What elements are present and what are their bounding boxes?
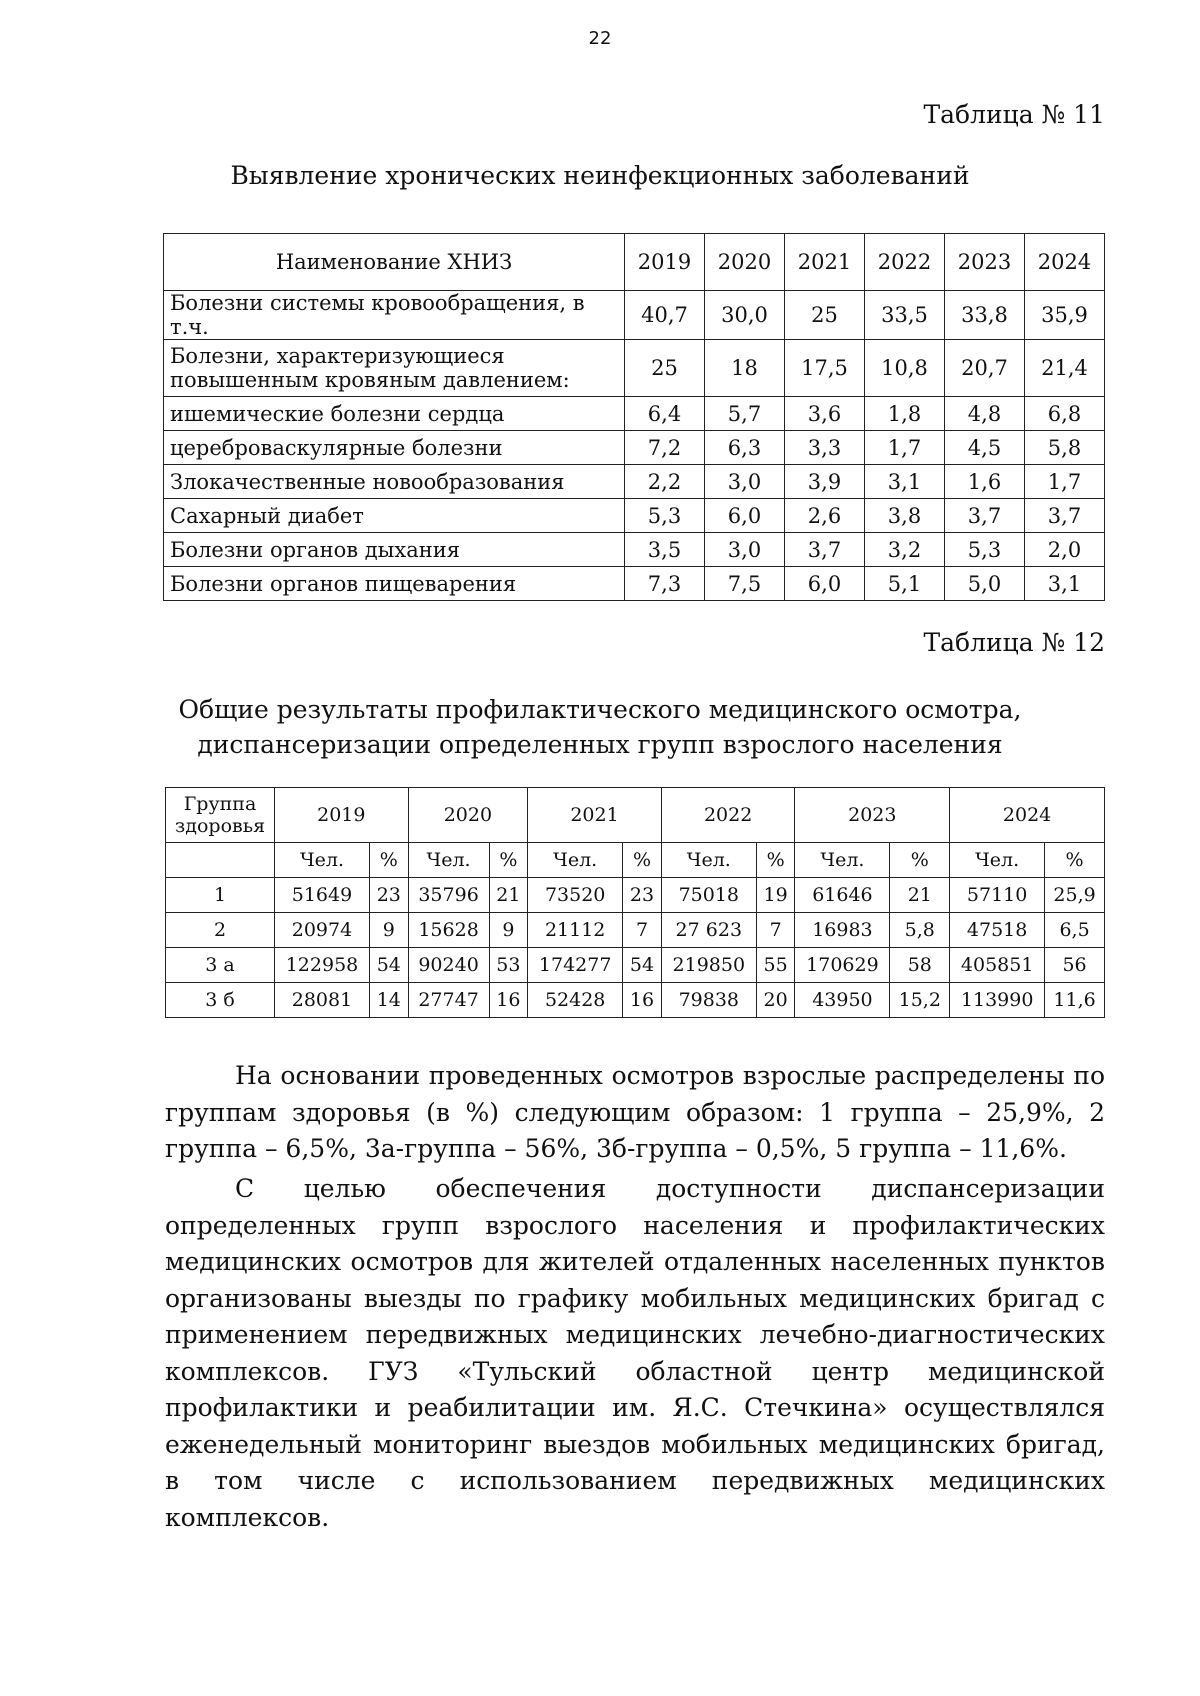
sub-percent: % — [1045, 843, 1105, 878]
cell: 3,2 — [865, 533, 945, 567]
header-year: 2020 — [408, 788, 528, 843]
table-12-year-row — [166, 788, 1105, 843]
cell: 28081 — [275, 983, 370, 1018]
cell: 3,1 — [865, 465, 945, 499]
cell: 3,1 — [1025, 567, 1105, 601]
cell: 27747 — [408, 983, 489, 1018]
cell: 122958 — [275, 948, 370, 983]
cell: 9 — [489, 913, 528, 948]
header-year: 2024 — [1025, 234, 1105, 291]
cell: 52428 — [528, 983, 623, 1018]
cell: 3,7 — [1025, 499, 1105, 533]
cell: 75018 — [661, 878, 756, 913]
sub-percent: % — [369, 843, 408, 878]
cell: 79838 — [661, 983, 756, 1018]
cell: 40,7 — [625, 291, 705, 340]
cell: 7,2 — [625, 431, 705, 465]
cell: 23 — [623, 878, 662, 913]
cell: 3,7 — [785, 533, 865, 567]
sub-people: Чел. — [795, 843, 890, 878]
sub-percent: % — [489, 843, 528, 878]
table-row — [164, 431, 1105, 465]
cell: 5,3 — [625, 499, 705, 533]
cell: 55 — [756, 948, 795, 983]
header-year: 2023 — [945, 234, 1025, 291]
header-year: 2023 — [795, 788, 950, 843]
table-12-title-line-2: диспансеризации определенных групп взрослого населения — [197, 730, 1003, 759]
row-name: Болезни органов дыхания — [164, 533, 625, 567]
table-11-label: Таблица № 11 — [923, 100, 1105, 129]
table-row — [166, 948, 1105, 983]
page-number: 22 — [588, 28, 612, 49]
cell: 18 — [705, 340, 785, 397]
cell: 35,9 — [1025, 291, 1105, 340]
group-cell: 3 б — [166, 983, 275, 1018]
cell: 1,7 — [865, 431, 945, 465]
table-row — [166, 983, 1105, 1018]
table-12-subheader-row — [166, 843, 1105, 878]
cell: 5,0 — [945, 567, 1025, 601]
cell: 35796 — [408, 878, 489, 913]
sub-percent: % — [756, 843, 795, 878]
cell: 2,6 — [785, 499, 865, 533]
header-year: 2020 — [705, 234, 785, 291]
row-name: ишемические болезни сердца — [164, 397, 625, 431]
table-12-title-line-1: Общие результаты профилактического медицинского осмотра, — [178, 695, 1022, 724]
row-name: Болезни, характеризующиеся повышенным кровяным давлением: — [164, 340, 625, 397]
group-cell: 1 — [166, 878, 275, 913]
group-header — [166, 788, 275, 843]
cell: 113990 — [950, 983, 1045, 1018]
cell: 2,0 — [1025, 533, 1105, 567]
cell: 5,3 — [945, 533, 1025, 567]
table-row — [164, 465, 1105, 499]
cell: 27 623 — [661, 913, 756, 948]
cell: 61646 — [795, 878, 890, 913]
cell: 4,8 — [945, 397, 1025, 431]
table-row — [166, 913, 1105, 948]
cell: 43950 — [795, 983, 890, 1018]
cell: 3,8 — [865, 499, 945, 533]
cell: 170629 — [795, 948, 890, 983]
cell: 7,3 — [625, 567, 705, 601]
cell: 3,7 — [945, 499, 1025, 533]
table-12 — [165, 787, 1105, 1018]
cell: 54 — [369, 948, 408, 983]
table-12-label: Таблица № 12 — [923, 628, 1105, 657]
cell: 3,3 — [785, 431, 865, 465]
cell: 25,9 — [1045, 878, 1105, 913]
table-row — [164, 340, 1105, 397]
cell: 14 — [369, 983, 408, 1018]
cell: 90240 — [408, 948, 489, 983]
header-year: 2019 — [275, 788, 409, 843]
group-header-line-2: здоровья — [174, 815, 266, 837]
cell: 7 — [623, 913, 662, 948]
cell: 1,8 — [865, 397, 945, 431]
cell: 57110 — [950, 878, 1045, 913]
row-name: Болезни органов пищеварения — [164, 567, 625, 601]
cell: 5,8 — [1025, 431, 1105, 465]
cell: 174277 — [528, 948, 623, 983]
header-year: 2022 — [865, 234, 945, 291]
cell: 20 — [756, 983, 795, 1018]
cell: 3,6 — [785, 397, 865, 431]
cell: 54 — [623, 948, 662, 983]
table-row — [164, 533, 1105, 567]
cell: 19 — [756, 878, 795, 913]
cell: 6,8 — [1025, 397, 1105, 431]
cell: 16 — [623, 983, 662, 1018]
cell: 3,9 — [785, 465, 865, 499]
cell: 6,4 — [625, 397, 705, 431]
cell: 58 — [890, 948, 950, 983]
cell: 16983 — [795, 913, 890, 948]
cell: 30,0 — [705, 291, 785, 340]
sub-people: Чел. — [275, 843, 370, 878]
group-header-line-1: Группа — [183, 793, 257, 815]
cell: 21,4 — [1025, 340, 1105, 397]
cell: 3,5 — [625, 533, 705, 567]
cell: 51649 — [275, 878, 370, 913]
cell: 73520 — [528, 878, 623, 913]
table-row — [164, 499, 1105, 533]
cell: 4,5 — [945, 431, 1025, 465]
paragraph-mobile-teams: С целью обеспечения доступности диспансеризации определенных групп взрослого населения и профилактических медицинских осмотров для жителей отдаленных населенных пунктов организованы выезды по графику мобильных медицинских бригад с применением передвижных медицинских лечебно-диагностических комплексов. ГУЗ «Тульский областной центр медицинской профилактики и реабилитации им. Я.С. Стечкина» осуществлялся еженедельный мониторинг выездов мобильных медицинских бригад, в том числе с использованием передвижных медицинских комплексов. — [165, 1174, 1105, 1532]
header-name: Наименование ХНИЗ — [164, 234, 625, 291]
cell: 25 — [785, 291, 865, 340]
cell: 6,0 — [705, 499, 785, 533]
cell: 6,3 — [705, 431, 785, 465]
sub-people: Чел. — [661, 843, 756, 878]
cell: 21 — [489, 878, 528, 913]
cell: 20,7 — [945, 340, 1025, 397]
sub-percent: % — [890, 843, 950, 878]
cell: 5,1 — [865, 567, 945, 601]
cell: 6,5 — [1045, 913, 1105, 948]
table-row — [164, 567, 1105, 601]
cell: 1,7 — [1025, 465, 1105, 499]
cell: 219850 — [661, 948, 756, 983]
cell: 20974 — [275, 913, 370, 948]
cell: 7,5 — [705, 567, 785, 601]
header-year: 2022 — [661, 788, 795, 843]
cell: 1,6 — [945, 465, 1025, 499]
table-11-title: Выявление хронических неинфекционных заболеваний — [230, 161, 970, 190]
header-year: 2024 — [950, 788, 1105, 843]
sub-people: Чел. — [408, 843, 489, 878]
cell: 6,0 — [785, 567, 865, 601]
table-row — [164, 397, 1105, 431]
cell: 33,8 — [945, 291, 1025, 340]
cell: 23 — [369, 878, 408, 913]
cell: 7 — [756, 913, 795, 948]
cell: 5,8 — [890, 913, 950, 948]
sub-people: Чел. — [528, 843, 623, 878]
cell: 2,2 — [625, 465, 705, 499]
cell: 25 — [625, 340, 705, 397]
cell: 5,7 — [705, 397, 785, 431]
cell: 3,0 — [705, 533, 785, 567]
cell: 21 — [890, 878, 950, 913]
cell: 15,2 — [890, 983, 950, 1018]
cell: 3,0 — [705, 465, 785, 499]
cell: 16 — [489, 983, 528, 1018]
cell: 15628 — [408, 913, 489, 948]
paragraph-health-groups: На основании проведенных осмотров взрослые распределены по группам здоровья (в %) следующим образом: 1 группа – 25,9%, 2 группа – 6,5%, 3а-группа – 56%, 3б-группа – 0,5%, 5 группа – 11,6%. — [165, 1061, 1105, 1163]
cell: 405851 — [950, 948, 1045, 983]
sub-people: Чел. — [950, 843, 1045, 878]
group-cell: 2 — [166, 913, 275, 948]
header-year: 2021 — [785, 234, 865, 291]
table-11-header-row — [164, 234, 1105, 291]
cell: 33,5 — [865, 291, 945, 340]
header-year: 2021 — [528, 788, 662, 843]
group-cell: 3 а — [166, 948, 275, 983]
empty-cell — [166, 843, 275, 878]
table-row — [166, 878, 1105, 913]
cell: 21112 — [528, 913, 623, 948]
cell: 17,5 — [785, 340, 865, 397]
header-year: 2019 — [625, 234, 705, 291]
table-row — [164, 291, 1105, 340]
row-name: Сахарный диабет — [164, 499, 625, 533]
cell: 56 — [1045, 948, 1105, 983]
cell: 10,8 — [865, 340, 945, 397]
table-11 — [163, 233, 1105, 601]
cell: 53 — [489, 948, 528, 983]
row-name: Злокачественные новообразования — [164, 465, 625, 499]
cell: 11,6 — [1045, 983, 1105, 1018]
row-name: Болезни системы кровообращения, в т.ч. — [164, 291, 625, 340]
cell: 9 — [369, 913, 408, 948]
cell: 47518 — [950, 913, 1045, 948]
sub-percent: % — [623, 843, 662, 878]
row-name: цереброваскулярные болезни — [164, 431, 625, 465]
